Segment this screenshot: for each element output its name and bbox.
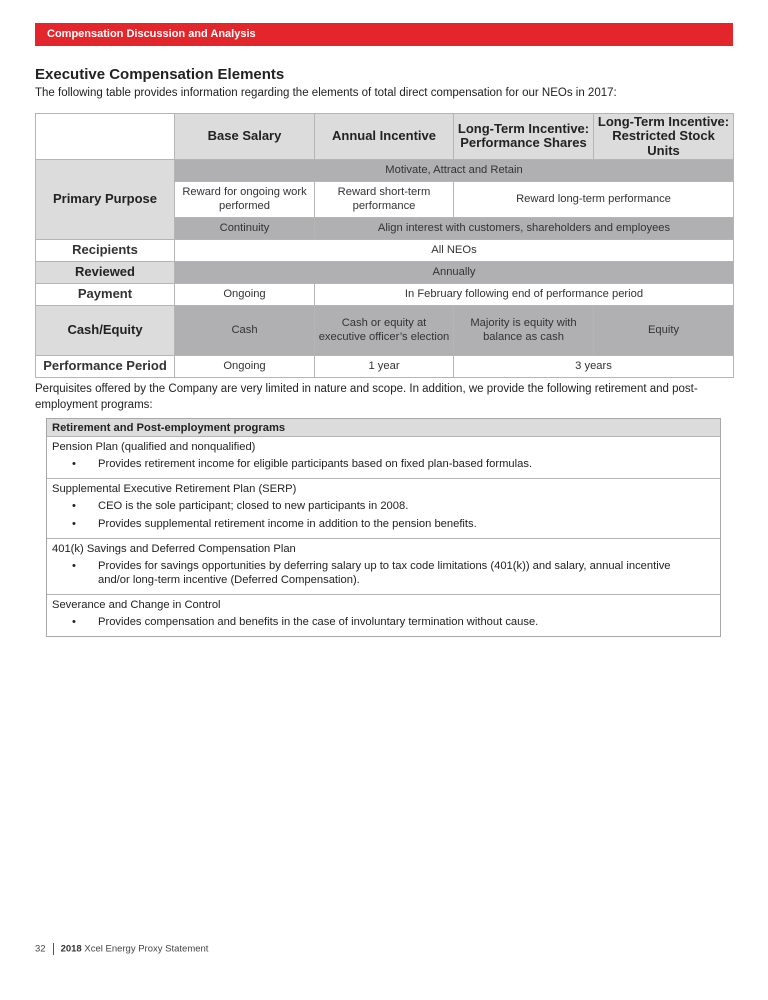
retirement-table-header: Retirement and Post-employment programs <box>47 419 720 437</box>
row-label-recipients: Recipients <box>36 239 175 261</box>
cell-reviewed: Annually <box>175 261 734 283</box>
row-label-performance-period: Performance Period <box>36 355 175 377</box>
section-title: Supplemental Executive Retirement Plan (SERP) <box>52 483 297 495</box>
bullet-icon: • <box>72 560 76 572</box>
perquisites-paragraph: Perquisites offered by the Company are very limited in nature and scope. In addition, we provide the following retirement and post-employment programs: <box>35 383 698 411</box>
col-header-rsu: Long-Term Incentive: Restricted Stock Units <box>594 114 734 160</box>
footer-divider <box>53 943 54 955</box>
bullet-text: CEO is the sole participant; closed to new participants in 2008. <box>98 500 409 512</box>
cell-payment-rest: In February following end of performance period <box>315 283 734 305</box>
page-footer <box>35 943 208 955</box>
col-header-base-salary: Base Salary <box>175 114 315 160</box>
bullet-item <box>47 559 720 587</box>
section-title: Pension Plan (qualified and nonqualified) <box>52 441 256 453</box>
section-header-bar: Compensation Discussion and Analysis <box>35 23 733 46</box>
section-title: 401(k) Savings and Deferred Compensation Plan <box>52 543 296 555</box>
row-label-reviewed: Reviewed <box>36 261 175 283</box>
retirement-section-serp <box>47 479 720 539</box>
bullet-text: Provides supplemental retirement income in addition to the pension benefits. <box>98 518 477 530</box>
intro-text: The following table provides information regarding the elements of total direct compensation for our NEOs in 2017: <box>35 87 617 99</box>
section-title: Severance and Change in Control <box>52 599 221 611</box>
cell-annual-incentive-purpose: Reward short-term performance <box>315 181 454 217</box>
cell-cash-equity-base: Cash <box>175 305 315 355</box>
bullet-text: Provides retirement income for eligible participants based on fixed plan-based formulas. <box>98 458 533 470</box>
table-row <box>36 159 734 181</box>
bullet-icon: • <box>72 616 76 628</box>
table-row <box>36 305 734 355</box>
cell-period-long-term: 3 years <box>454 355 734 377</box>
col-header-performance-shares: Long-Term Incentive: Performance Shares <box>454 114 594 160</box>
table-header-row <box>36 114 734 160</box>
footer-year: 2018 <box>60 943 82 955</box>
bullet-icon: • <box>72 458 76 470</box>
bullet-icon: • <box>72 500 76 512</box>
row-label-payment: Payment <box>36 283 175 305</box>
table-row <box>36 283 734 305</box>
cell-cash-equity-pshares: Majority is equity with balance as cash <box>454 305 594 355</box>
compensation-elements-table <box>35 113 734 378</box>
cell-cash-equity-annual: Cash or equity at executive officer’s election <box>315 305 454 355</box>
cell-base-salary-purpose: Reward for ongoing work performed <box>175 181 315 217</box>
row-label-primary-purpose: Primary Purpose <box>36 159 175 239</box>
cell-long-term-purpose: Reward long-term performance <box>454 181 734 217</box>
page-title: Executive Compensation Elements <box>35 66 285 83</box>
bullet-item <box>47 517 720 531</box>
cell-payment-base: Ongoing <box>175 283 315 305</box>
corner-cell <box>36 114 175 160</box>
cell-recipients: All NEOs <box>175 239 734 261</box>
table-row <box>36 261 734 283</box>
table-row <box>36 355 734 377</box>
retirement-programs-table <box>46 418 721 637</box>
page-number: 32 <box>35 943 46 955</box>
bullet-text: Provides compensation and benefits in the case of involuntary termination without cause. <box>98 616 539 628</box>
bullet-item <box>47 499 720 513</box>
table-row <box>36 239 734 261</box>
cell-period-base: Ongoing <box>175 355 315 377</box>
footer-doc-name: Xcel Energy Proxy Statement <box>84 943 209 955</box>
cell-period-annual: 1 year <box>315 355 454 377</box>
col-header-annual-incentive: Annual Incentive <box>315 114 454 160</box>
cell-align-interest: Align interest with customers, shareholders and employees <box>315 217 734 239</box>
row-label-cash-equity: Cash/Equity <box>36 305 175 355</box>
cell-continuity: Continuity <box>175 217 315 239</box>
cell-cash-equity-rsu: Equity <box>594 305 734 355</box>
retirement-section-severance <box>47 595 720 636</box>
cell-motivate: Motivate, Attract and Retain <box>175 159 734 181</box>
bullet-item <box>47 457 720 471</box>
retirement-section-pension <box>47 437 720 479</box>
bullet-icon: • <box>72 518 76 530</box>
bullet-text: Provides for savings opportunities by deferring salary up to tax code limitations (401(k)) and salary, annual incentive and/or long-term incentive (Deferred Compensation). <box>98 560 671 586</box>
retirement-section-401k <box>47 539 720 595</box>
bullet-item <box>47 615 720 629</box>
